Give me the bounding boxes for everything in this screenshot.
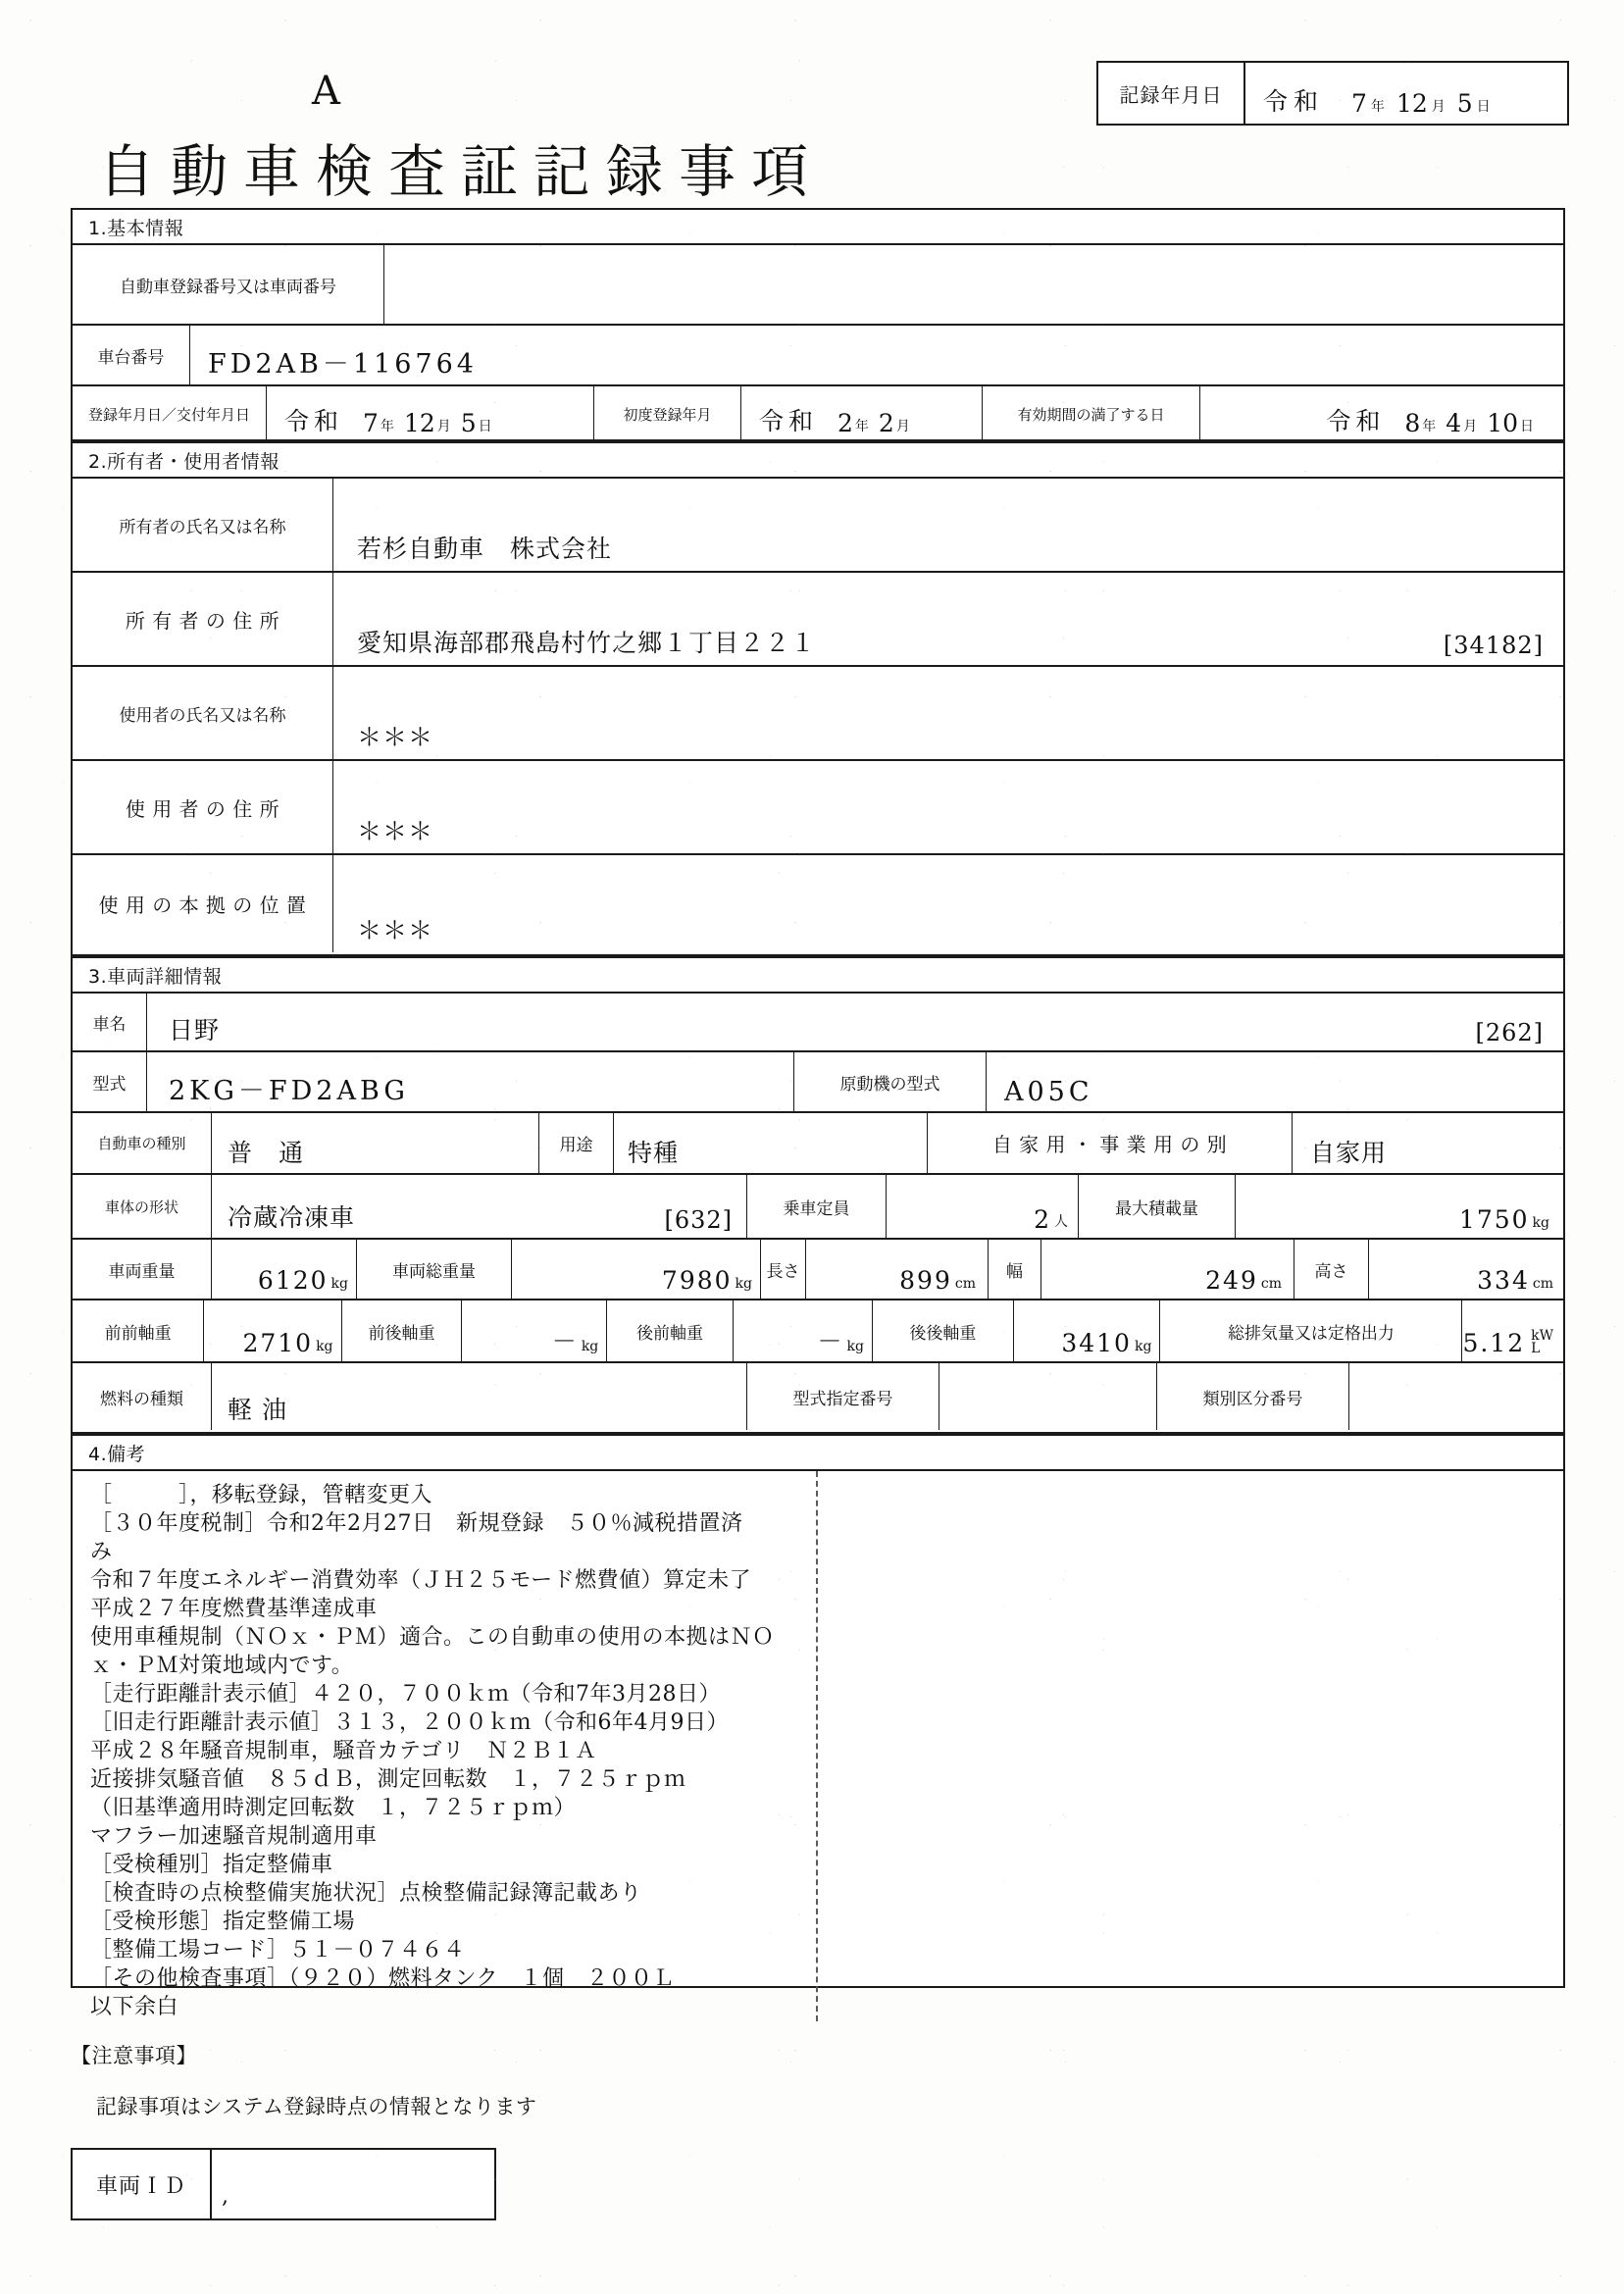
section-remarks xyxy=(71,1434,1565,2019)
notice-text: 記録事項はシステム登録時点の情報となります xyxy=(96,2095,537,2118)
user-name-label-cell: 使用者の氏名又は名称 xyxy=(73,667,333,759)
expiry-value-cell: 令和 8 年 4 月 10 日 xyxy=(1326,407,1534,437)
engine-model-value-cell: A05C xyxy=(1004,1077,1093,1107)
category-class-label-cell: 類別区分番号 xyxy=(1157,1363,1349,1430)
axle-fr-value-cell: － kg xyxy=(462,1300,607,1361)
private-business-label-cell: 自 家 用 ・ 事 業 用 の 別 xyxy=(928,1113,1293,1173)
remark-line: ［受検形態］指定整備工場 xyxy=(90,1910,356,1934)
remark-line: ［整備工場コード］５１－０７４６４ xyxy=(90,1938,466,1963)
vehicle-name-value-cell: 日野 [262] xyxy=(169,1016,1544,1046)
remark-line: マフラー加速騒音規制適用車 xyxy=(90,1824,378,1849)
remark-line: ［３０年度税制］令和2年2月27日 新規登録 ５０％減税措置済 xyxy=(90,1511,743,1536)
chassis-number-label-cell: 車台番号 xyxy=(73,326,190,384)
remark-line: ［ ］，移転登録，管轄変更入 xyxy=(90,1483,433,1507)
body-shape-code: [632] xyxy=(664,1206,733,1234)
chassis-number-value-cell: FD2AB－116764 xyxy=(208,349,478,380)
section-vehicle-details xyxy=(71,956,1565,1434)
weights-dimensions-row xyxy=(73,1240,1563,1300)
section3-heading: 3.車両詳細情報 xyxy=(73,958,1563,994)
height-label-cell: 高さ xyxy=(1294,1240,1369,1299)
registration-number-row xyxy=(73,245,1563,326)
remark-line: 平成２７年度燃費基準達成車 xyxy=(90,1597,378,1621)
remark-line: ［受検種別］指定整備車 xyxy=(90,1853,333,1877)
axle-ff-label-cell: 前前軸重 xyxy=(73,1300,204,1361)
body-shape-label-cell: 車体の形状 xyxy=(73,1175,212,1238)
record-date-label: 記録年月日 xyxy=(1098,63,1245,124)
user-name-row xyxy=(73,667,1563,761)
usage-value-cell: 特種 xyxy=(614,1113,928,1173)
max-load-value-cell: 1750 kg xyxy=(1458,1205,1549,1234)
vehicle-weight-label-cell: 車両重量 xyxy=(73,1240,212,1299)
record-date-day: 5 xyxy=(1456,89,1473,118)
owner-name-value-cell: 若杉自動車 株式会社 xyxy=(357,535,613,563)
remark-line: ［検査時の点検整備実施状況］点検整備記録簿記載あり xyxy=(90,1881,642,1906)
axle-rf-label-cell: 後前軸重 xyxy=(607,1300,734,1361)
axle-ff-value-cell: 2710 kg xyxy=(204,1300,341,1361)
first-registration-label-cell: 初度登録年月 xyxy=(594,386,741,441)
width-value-cell: 249 cm xyxy=(1041,1240,1294,1299)
remarks-lines xyxy=(90,1481,1563,2021)
record-date-box xyxy=(1096,61,1569,126)
owner-address-code: [34182] xyxy=(1443,632,1544,659)
registration-date-value-cell: 令和 7 年 12 月 5 日 xyxy=(267,386,594,441)
vehicle-id-label: 車両ＩＤ xyxy=(73,2150,212,2218)
section2-heading: 2.所有者・使用者情報 xyxy=(73,443,1563,479)
record-date-year: 7 xyxy=(1351,89,1367,118)
length-label-cell: 長さ xyxy=(761,1240,806,1299)
max-load-label-cell: 最大積載量 xyxy=(1079,1175,1236,1238)
remark-line: ［旧走行距離計表示値］３１３，２００ｋｍ（令和6年4月9日） xyxy=(90,1710,729,1735)
record-date-era: 令和 xyxy=(1263,87,1325,116)
chassis-number-row xyxy=(73,326,1563,386)
remark-line: 近接排気騒音値 ８５ｄＢ，測定回転数 １，７２５ｒｐｍ xyxy=(90,1767,686,1792)
section-basic-info xyxy=(71,208,1565,441)
axle-weights-row xyxy=(73,1300,1563,1363)
axle-fr-label-cell: 前後軸重 xyxy=(342,1300,463,1361)
model-row xyxy=(73,1052,1563,1113)
gross-weight-value-cell: 7980 kg xyxy=(512,1240,761,1299)
private-business-value-cell: 自家用 xyxy=(1310,1139,1388,1167)
section4-heading: 4.備考 xyxy=(73,1436,1563,1471)
vehicle-id-box xyxy=(71,2148,496,2220)
type-designation-value-cell xyxy=(939,1363,1157,1430)
capacity-value-cell: 2 人 xyxy=(887,1175,1079,1238)
registration-number-label-cell: 自動車登録番号又は車両番号 xyxy=(73,245,384,324)
vehicle-name-code: [262] xyxy=(1475,1019,1544,1046)
length-value-cell: 899 cm xyxy=(806,1240,989,1299)
gross-weight-label-cell: 車両総重量 xyxy=(357,1240,512,1299)
base-location-label-cell: 使 用 の 本 拠 の 位 置 xyxy=(73,855,333,952)
record-date-day-unit: 日 xyxy=(1476,99,1491,115)
user-address-row xyxy=(73,761,1563,855)
model-value-cell: 2KG－FD2ABG xyxy=(147,1052,794,1111)
expiry-label-cell: 有効期間の満了する日 xyxy=(983,386,1200,441)
vehicle-class-label-cell: 自動車の種別 xyxy=(73,1113,212,1173)
body-shape-row xyxy=(73,1175,1563,1240)
section1-heading: 1.基本情報 xyxy=(73,210,1563,245)
base-location-value-cell: ＊＊＊ xyxy=(357,916,434,944)
fuel-row xyxy=(73,1363,1563,1430)
base-location-row xyxy=(73,855,1563,952)
notice-title: 【注意事項】 xyxy=(71,2044,197,2067)
user-address-label-cell: 使 用 者 の 住 所 xyxy=(73,761,333,853)
registration-dates-row xyxy=(73,386,1563,441)
remark-line: 平成２８年騒音規制車，騒音カテゴリ Ｎ２Ｂ１Ａ xyxy=(90,1739,597,1763)
remark-line: ｘ・ＰＭ対策地域内です。 xyxy=(90,1654,354,1678)
remarks-divider xyxy=(816,1471,818,2021)
record-date-month-unit: 月 xyxy=(1431,99,1446,115)
page-title: 自動車検査証記録事項 xyxy=(98,138,825,205)
remark-line: ［その他検査事項］（９２０）燃料タンク １個 ２００Ｌ xyxy=(90,1966,676,1991)
vehicle-class-value-cell: 普 通 xyxy=(212,1113,539,1173)
usage-label-cell: 用途 xyxy=(539,1113,614,1173)
user-address-value-cell: ＊＊＊ xyxy=(357,817,434,845)
axle-rr-value-cell: 3410 kg xyxy=(1014,1300,1161,1361)
record-date-month: 12 xyxy=(1396,89,1428,118)
remark-line: み xyxy=(90,1540,113,1564)
displacement-unit-l: L xyxy=(1531,1341,1541,1356)
owner-name-row xyxy=(73,479,1563,573)
displacement-label-cell: 総排気量又は定格出力 xyxy=(1160,1300,1462,1361)
record-date-value xyxy=(1245,63,1567,124)
axle-rf-value-cell: － kg xyxy=(734,1300,873,1361)
remark-line: ［走行距離計表示値］４２０，７００ｋｍ（令和7年3月28日） xyxy=(90,1682,721,1707)
user-name-value-cell: ＊＊＊ xyxy=(357,723,434,751)
displacement-unit-kw: kW xyxy=(1531,1328,1553,1344)
axle-rr-label-cell: 後後軸重 xyxy=(873,1300,1014,1361)
displacement-value-cell: 5.12 kW L xyxy=(1462,1328,1553,1357)
vehicle-weight-value-cell: 6120 kg xyxy=(212,1240,357,1299)
height-value-cell: 334 cm xyxy=(1477,1266,1553,1295)
owner-address-row xyxy=(73,573,1563,667)
capacity-label-cell: 乗車定員 xyxy=(747,1175,887,1238)
owner-address-label-cell: 所 有 者 の 住 所 xyxy=(73,573,333,665)
category-class-value-cell xyxy=(1349,1363,1563,1430)
corner-mark: A xyxy=(312,69,341,114)
remark-line: 令和７年度エネルギー消費効率（ＪＨ２５モード燃費値）算定未了 xyxy=(90,1568,752,1593)
remark-line: （旧基準適用時測定回転数 １，７２５ｒｐｍ） xyxy=(90,1796,577,1820)
fuel-value-cell: 軽 油 xyxy=(212,1363,747,1430)
registration-date-label-cell: 登録年月日／交付年月日 xyxy=(73,386,267,441)
remark-line: 以下余白 xyxy=(90,1995,179,2019)
registration-number-value-cell xyxy=(384,245,1563,324)
owner-address-value-cell: 愛知県海部郡飛島村竹之郷１丁目２２１ [34182] xyxy=(357,629,1544,659)
section-owner-user xyxy=(71,441,1565,956)
vehicle-name-label-cell: 車名 xyxy=(73,994,147,1050)
record-date-year-unit: 年 xyxy=(1370,99,1385,115)
remarks-body xyxy=(73,1471,1563,2021)
remark-line: 使用車種規制（ＮＯｘ・ＰＭ）適合。この自動車の使用の本拠はＮＯ xyxy=(90,1625,775,1650)
vehicle-name-row xyxy=(73,994,1563,1052)
type-designation-label-cell: 型式指定番号 xyxy=(747,1363,939,1430)
owner-name-label-cell: 所有者の氏名又は名称 xyxy=(73,479,333,571)
first-registration-value-cell: 令和 2 年 2 月 xyxy=(741,386,983,441)
model-label-cell: 型式 xyxy=(73,1052,147,1111)
vehicle-class-row xyxy=(73,1113,1563,1175)
vehicle-id-value: , xyxy=(222,2184,228,2209)
body-shape-value-cell: 冷蔵冷凍車 [632] xyxy=(212,1175,747,1238)
width-label-cell: 幅 xyxy=(989,1240,1041,1299)
fuel-label-cell: 燃料の種類 xyxy=(73,1363,212,1430)
engine-model-label-cell: 原動機の型式 xyxy=(794,1052,987,1111)
